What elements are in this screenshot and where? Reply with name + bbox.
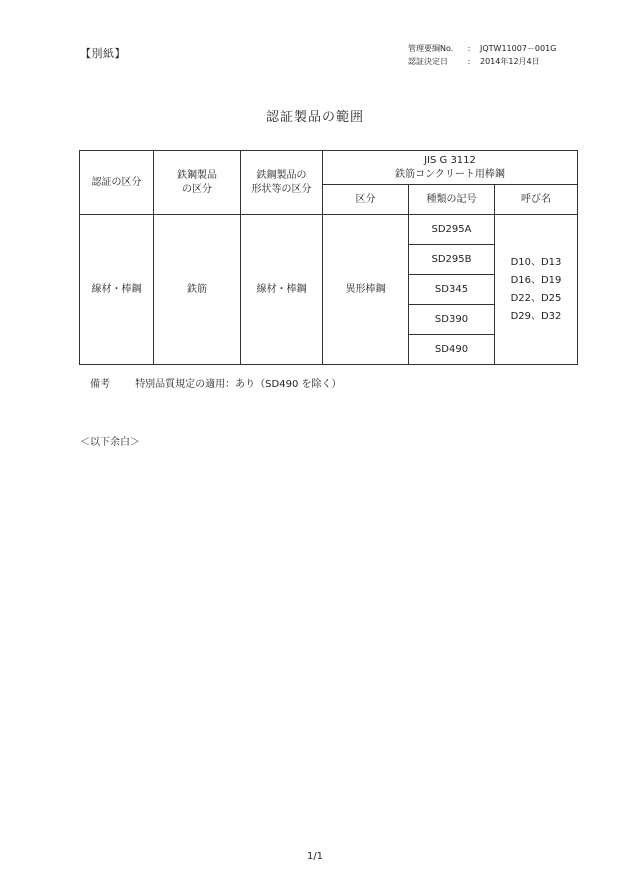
- meta-colon: :: [467, 57, 471, 66]
- subheader-type-symbol: 種類の記号: [409, 185, 495, 215]
- page-number: 1/1: [306, 851, 324, 862]
- end-remark: ＜以下余白＞: [80, 437, 140, 448]
- document-meta: [408, 42, 556, 68]
- size-line: D10、D13: [510, 256, 562, 268]
- subheader-category: 区分: [323, 185, 409, 215]
- size-line: D16、D19: [510, 274, 562, 286]
- meta-label: 管理要綱No.: [408, 44, 454, 53]
- meta-value: JQTW11007－001G: [480, 44, 557, 53]
- cell-type-symbol: SD295B: [409, 245, 495, 275]
- certified-products-table: [79, 150, 578, 365]
- subheader-nominal-name: 呼び名: [495, 185, 578, 215]
- header-line: 形状等の区分: [251, 183, 312, 195]
- cell-nominal-sizes: [495, 215, 578, 365]
- page-title: 認証製品の範囲: [265, 110, 364, 125]
- attachment-label: 【別紙】: [80, 47, 126, 60]
- note-label: 備考: [90, 379, 110, 390]
- cell-product: 鉄筋: [154, 215, 241, 365]
- meta-colon: :: [467, 44, 471, 53]
- table-row: [80, 215, 578, 245]
- header-jis-standard: [323, 151, 578, 185]
- size-line: D22、D25: [510, 292, 562, 304]
- header-line: 鉄鋼製品の: [256, 169, 307, 181]
- cell-type-symbol: SD390: [409, 305, 495, 335]
- note-text: 特別品質規定の適用：あり（SD490 を除く）: [135, 379, 342, 390]
- header-shape-category: [241, 151, 323, 215]
- cell-category: 異形棒鋼: [323, 215, 409, 365]
- table-note: [90, 375, 342, 390]
- meta-row-control-no: [408, 42, 556, 55]
- meta-value: 2014年12月4日: [480, 57, 540, 66]
- size-line: D29、D32: [510, 310, 562, 322]
- header-product-category: [154, 151, 241, 215]
- meta-label: 認証決定日: [408, 57, 448, 66]
- cell-certification: 線材・棒鋼: [80, 215, 154, 365]
- cell-shape: 線材・棒鋼: [241, 215, 323, 365]
- header-line: の区分: [182, 183, 212, 195]
- cell-type-symbol: SD490: [409, 335, 495, 365]
- header-line: 鉄筋コンクリート用棒鋼: [395, 168, 505, 180]
- header-line: JIS G 3112: [424, 154, 476, 166]
- cell-type-symbol: SD345: [409, 275, 495, 305]
- table-header-row: [80, 151, 578, 185]
- meta-row-decision-date: [408, 55, 556, 68]
- header-certification: 認証の区分: [80, 151, 154, 215]
- cell-type-symbol: SD295A: [409, 215, 495, 245]
- header-line: 鉄鋼製品: [177, 169, 217, 181]
